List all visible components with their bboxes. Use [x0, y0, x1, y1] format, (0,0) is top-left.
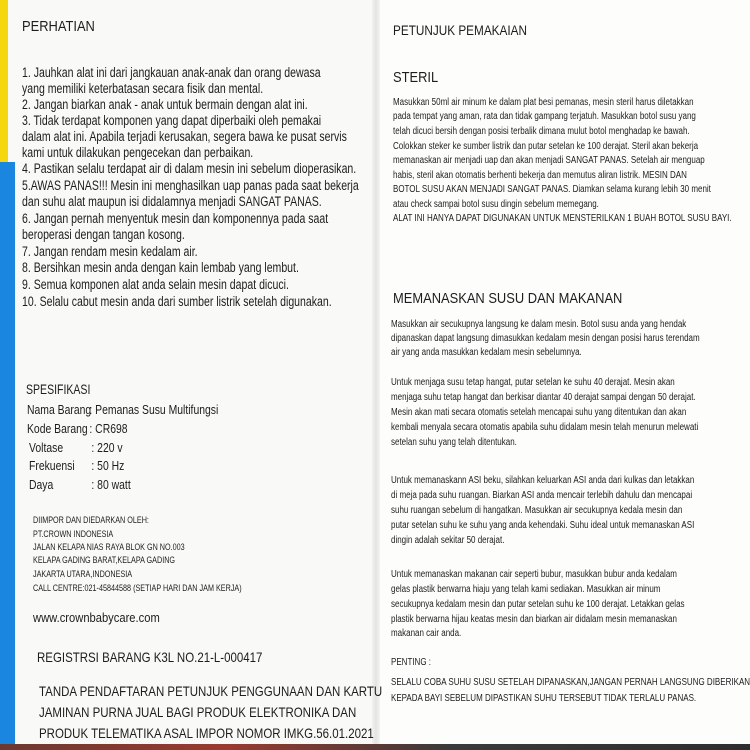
- warning-line: 1. Jauhkan alat ini dari jangkauan anak-anak dan orang dewasa: [22, 65, 321, 80]
- warning-line: kami untuk dilakukan pengecekan dan perbaikan.: [22, 145, 254, 160]
- heating-line: Untuk memanaskann ASI beku, silahkan keluarkan ASI anda dari kulkas dan letakkan: [391, 475, 695, 486]
- heating-line: menjaga suhu tetap hangat dan berkisar diantar 40 derajat sampai dengan 50 derajat.: [391, 392, 696, 403]
- spec-row: [27, 402, 219, 417]
- section-title-perhatian: PERHATIAN: [22, 18, 95, 35]
- warning-line: 3. Tidak terdapat komponen yang dapat diperbaiki oleh pemakai: [22, 113, 322, 128]
- important-line: KEPADA BAYI SEBELUM DIPASTIKAN SUHU TERSEBUT TIDAK TERLALU PANAS.: [391, 693, 697, 704]
- bottom-edge: [0, 744, 750, 750]
- heating-line: gelas plastik berwarna hiaju yang telah kami sediakan. Masukkan air minum: [391, 584, 661, 595]
- section-title-steril: STERIL: [393, 69, 439, 86]
- spec-row: [29, 477, 131, 492]
- heating-line: putar setelan suhu ke suhu yang anda kehendaki. Suhu ideal untuk memanaskan ASI: [391, 520, 695, 531]
- website-link: www.crownbabycare.com: [33, 610, 160, 625]
- spec-label: Frekuensi: [29, 458, 75, 473]
- spec-value: : 80 watt: [91, 477, 131, 492]
- section-title-spesifikasi: SPESIFIKASI: [26, 382, 91, 397]
- spec-label: Nama Barang: [27, 402, 92, 417]
- spec-row: [29, 440, 123, 455]
- heating-line: Mesin akan mati secara otomatis setelah mencapai suhu yang ditentukan dan akan: [391, 407, 687, 418]
- spec-value: : CR698: [89, 421, 128, 436]
- importer-line: DIIMPOR DAN DIEDARKAN OLEH:: [33, 515, 149, 526]
- warning-line: dan suhu alat maupun isi didalamnya menjadi SANGAT PANAS.: [22, 194, 322, 209]
- spec-row: [27, 421, 128, 436]
- heating-line: secukupnya kedalam mesin dan putar setelan suhu ke 100 derajat. Letakkan gelas: [391, 599, 685, 610]
- steril-line: memanaskan air menjadi uap dan akan menjadi SANGAT PANAS. Setelah air menguap: [393, 155, 705, 166]
- spec-row: [29, 458, 125, 473]
- spec-label: Kode Barang: [27, 421, 88, 436]
- heating-line: dipanaskan dapat langsung dimasukkan kedalam mesin dengan posisi harus terendam: [391, 333, 700, 344]
- importer-line: PT.CROWN INDONESIA: [33, 529, 114, 540]
- registration-note-line: TANDA PENDAFTARAN PETUNJUK PENGGUNAAN DAN KARTU: [39, 683, 383, 699]
- importer-line: KELAPA GADING BARAT,KELAPA GADING: [33, 555, 176, 566]
- steril-line: telah dicuci bersih dengan posisi terbalik dimana mulut botol menghadap ke bawah.: [393, 126, 690, 137]
- warning-line: 10. Selalu cabut mesin anda dari sumber listrik setelah digunakan.: [22, 294, 332, 309]
- section-title-petunjuk: PETUNJUK PEMAKAIAN: [393, 22, 527, 38]
- warning-line: 9. Semua komponen alat anda selain mesin dapat dicuci.: [22, 277, 289, 292]
- section-title-memanaskan: MEMANASKAN SUSU DAN MAKANAN: [393, 290, 623, 307]
- heating-line: Masukkan air secukupnya langsung ke dalam mesin. Botol susu anda yang hendak: [391, 319, 687, 330]
- registration-number: REGISTRSI BARANG K3L NO.21-L-000417: [37, 649, 263, 665]
- warning-line: 2. Jangan biarkan anak - anak untuk bermain dengan alat ini.: [22, 97, 308, 112]
- spec-value: : 220 v: [91, 440, 123, 455]
- heating-line: plastik berwarna hijau keatas mesin dan biarkan air didalam mesin memanaskan: [391, 614, 677, 625]
- spec-value: : 50 Hz: [91, 458, 125, 473]
- heating-line: makanan cair anda.: [391, 628, 462, 639]
- steril-line: BOTOL SUSU AKAN MENJADI SANGAT PANAS. Diamkan selama kurang lebih 30 menit: [393, 184, 711, 195]
- warning-line: 6. Jangan pernah menyentuk mesin dan komponennya pada saat: [22, 211, 329, 226]
- warning-line: 8. Bersihkan mesin anda dengan kain lembab yang lembut.: [22, 260, 299, 275]
- spec-label: Daya: [29, 477, 54, 492]
- steril-line: pada tempat yang aman, rata dan tidak gampang terjatuh. Masukkan botol susu yang: [393, 111, 696, 122]
- heating-line: setelan suhu yang telah ditentukan.: [391, 437, 517, 448]
- blue-edge-strip: [0, 162, 15, 750]
- warning-line: beroperasi dengan tangan kosong.: [22, 227, 185, 242]
- yellow-edge-strip: [0, 0, 8, 162]
- importer-line: JAKARTA UTARA,INDONESIA: [33, 569, 133, 580]
- heating-line: Untuk memanaskan makanan cair seperti bubur, masukkan bubur anda kedalam: [391, 569, 677, 580]
- steril-line: Masukkan 50ml air minum ke dalam plat besi pemanas, mesin steril harus diletakkan: [393, 97, 694, 108]
- steril-line: Colokkan steker ke sumber listrik dan putar setelan ke 100 derajat. Steril akan bekerja: [393, 141, 699, 152]
- steril-line: ALAT INI HANYA DAPAT DIGUNAKAN UNTUK MENSTERILKAN 1 BUAH BOTOL SUSU BAYI.: [393, 213, 732, 224]
- warning-line: 4. Pastikan selalu terdapat air di dalam mesin ini sebelum dioperasikan.: [22, 161, 357, 176]
- registration-note-line: PRODUK TELEMATIKA ASAL IMPOR NOMOR IMKG.56.01.2021: [39, 725, 374, 741]
- important-line: SELALU COBA SUHU SUSU SETELAH DIPANASKAN,JANGAN PERNAH LANGSUNG DIBERIKAN: [391, 677, 750, 688]
- warning-line: dalam alat ini. Apabila terjadi kerusakan, segera bawa ke pusat servis: [22, 129, 347, 144]
- importer-line: JALAN KELAPA NIAS RAYA BLOK GN NO.003: [33, 542, 185, 553]
- warning-line: yang memiliki keterbatasan secara fisik dan mental.: [22, 81, 264, 96]
- importer-line: CALL CENTRE:021-45844588 (SETIAP HARI DAN JAM KERJA): [33, 583, 242, 594]
- warning-line: 7. Jangan rendam mesin kedalam air.: [22, 244, 198, 259]
- heating-line: air yang anda masukkan kedalam mesin sebelumnya.: [391, 347, 582, 358]
- heating-line: suhu ruangan sebelum di hangatkan. Masukkan air secukupnya kedala mesin dan: [391, 505, 683, 516]
- page-fold: [372, 0, 380, 750]
- heating-line: Untuk menjaga susu tetap hangat, putar setelan ke suhu 40 derajat. Mesin akan: [391, 377, 675, 388]
- spec-label: Voltase: [29, 440, 64, 455]
- spec-value: : Pemanas Susu Multifungsi: [89, 402, 219, 417]
- registration-note-line: JAMINAN PURNA JUAL BAGI PRODUK ELEKTRONIKA DAN: [39, 704, 357, 720]
- heating-line: di meja pada suhu ruangan. Biarkan ASI anda mencair terlebih dahulu dan mencapai: [391, 490, 693, 501]
- steril-line: habis, steril akan otomatis berhenti bekerja dan memutus aliran listrik. MESIN DAN: [393, 170, 687, 181]
- heating-line: dingin adalah sekitar 50 derajat.: [391, 535, 505, 546]
- important-title: PENTING :: [391, 657, 432, 668]
- warning-line: 5.AWAS PANAS!!! Mesin ini menghasilkan uap panas pada saat bekerja: [22, 178, 359, 193]
- heating-line: kembali menyala secara otomatis apabila suhu didalam mesin telah menurun melewati: [391, 422, 699, 433]
- steril-line: atau check sampai botol susu dingin sebelum memegang.: [393, 199, 599, 210]
